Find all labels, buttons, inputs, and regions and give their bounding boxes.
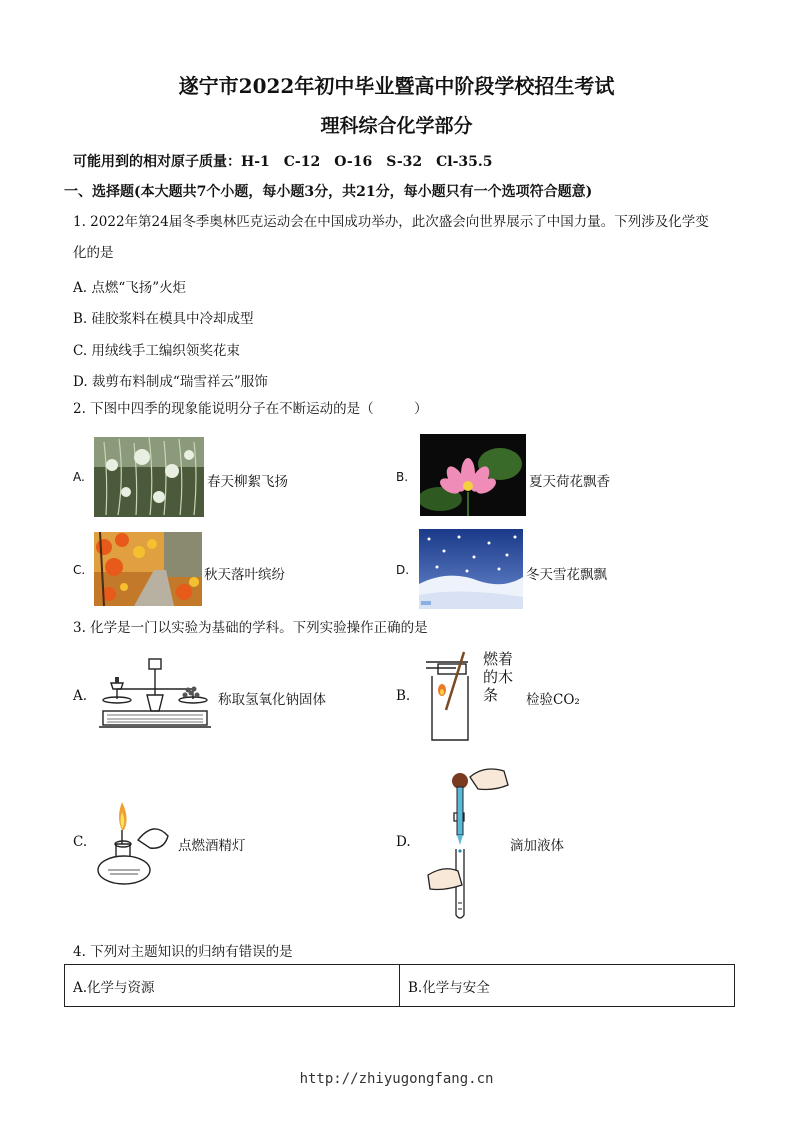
burning-stick-label-line1: 燃着 <box>483 650 514 668</box>
q1-stem-line2: 化的是 <box>73 245 114 261</box>
q1-option-a: A. 点燃“飞扬”火炬 <box>73 280 187 296</box>
q4-stem: 4. 下列对主题知识的归纳有错误的是 <box>73 944 293 960</box>
q2-option-c-text: 秋天落叶缤纷 <box>204 567 285 583</box>
q1-option-c: C. 用绒线手工编织领奖花束 <box>73 343 240 359</box>
balance-icon <box>97 655 213 731</box>
q1-option-d: D. 裁剪布料制成“瑞雪祥云”服饰 <box>73 374 268 390</box>
q2-option-b-text: 夏天荷花飘香 <box>529 474 610 490</box>
q3-option-c-letter: C. <box>73 834 88 850</box>
q3-option-a-text: 称取氢氧化钠固体 <box>218 692 326 708</box>
atomic-masses: 可能用到的相对原子质量：H-1 C-12 O-16 S-32 Cl-35.5 <box>73 154 493 170</box>
q3-option-b-letter: B. <box>396 688 411 704</box>
q2-option-d-text: 冬天雪花飘飘 <box>526 567 607 583</box>
lotus-photo-icon <box>420 434 526 516</box>
q3-option-d-letter: D. <box>396 834 411 850</box>
q3-option-c-text: 点燃酒精灯 <box>178 838 246 854</box>
q3-option-b-text: 检验CO₂ <box>526 692 580 708</box>
autumn-leaves-photo-icon <box>94 532 202 606</box>
q4-table-header-b: B.化学与安全 <box>400 965 735 1007</box>
footer-url: http://zhiyugongfang.cn <box>299 1071 494 1087</box>
gas-bottle-icon <box>424 650 474 742</box>
q3-option-a-letter: A. <box>73 688 88 704</box>
dropper-icon <box>424 765 510 921</box>
q2-stem: 2. 下图中四季的现象能说明分子在不断运动的是（ ） <box>73 401 428 417</box>
q1-stem-line1: 1. 2022年第24届冬季奥林匹克运动会在中国成功举办，此次盛会向世界展示了中国力量。下列涉及化学变 <box>73 214 709 230</box>
q4-table <box>64 964 735 1007</box>
q4-table-header-a: A.化学与资源 <box>65 965 400 1007</box>
q3-stem: 3. 化学是一门以实验为基础的学科。下列实验操作正确的是 <box>73 620 428 636</box>
exam-subtitle: 理科综合化学部分 <box>320 115 473 137</box>
q2-option-c-letter: C. <box>73 563 86 577</box>
q2-option-a-letter: A. <box>73 470 85 484</box>
burning-stick-label-line3: 条 <box>483 686 499 704</box>
burning-stick-label-line2: 的木 <box>483 668 514 686</box>
q3-option-d-text: 滴加液体 <box>510 838 564 854</box>
table-row <box>65 965 735 1007</box>
q2-option-a-text: 春天柳絮飞扬 <box>207 474 288 490</box>
q1-option-b: B. 硅胶浆料在模具中冷却成型 <box>73 311 254 327</box>
section-heading: 一、选择题(本大题共7个小题，每小题3分，共21分，每小题只有一个选项符合题意) <box>64 184 593 200</box>
q2-option-d-letter: D. <box>396 563 410 577</box>
q2-option-b-letter: B. <box>396 470 409 484</box>
exam-title: 遂宁市2022年初中毕业暨高中阶段学校招生考试 <box>178 74 615 98</box>
burning-stick-label <box>483 650 519 704</box>
alcohol-lamp-icon <box>94 800 176 888</box>
willow-photo-icon <box>94 437 204 517</box>
snow-photo-icon <box>419 529 523 609</box>
